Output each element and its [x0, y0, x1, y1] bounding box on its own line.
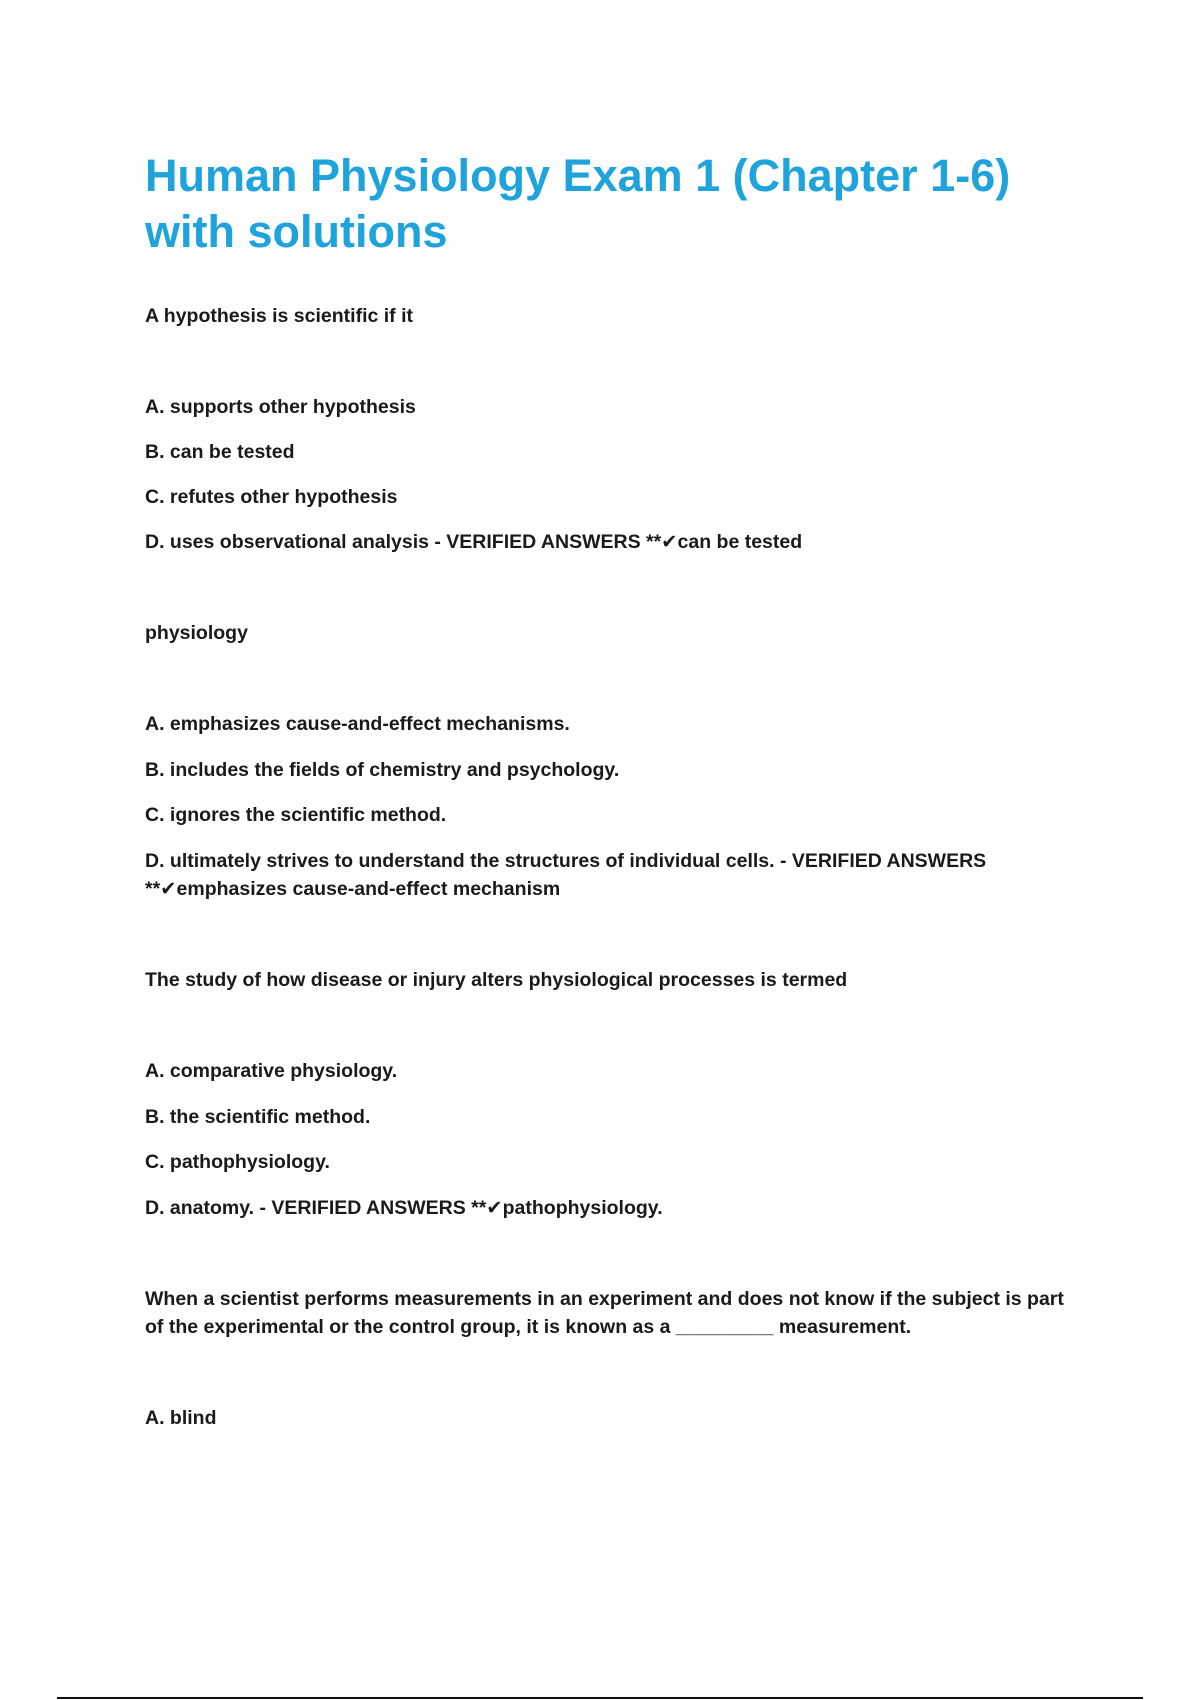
question-2-stem: physiology [145, 622, 248, 644]
question-1-option-d-answer: D. uses observational analysis - VERIFIED ANSWERS **✔can be tested [145, 531, 803, 553]
question-4-stem: When a scientist performs measurements in an experiment and does not know if the subject is part of the experimental or the control group, it is known as a _________ measurement. [145, 1288, 1064, 1338]
footer-rule [57, 1697, 1143, 1699]
question-1-option-c: C. refutes other hypothesis [145, 486, 398, 508]
question-1-option-b: B. can be tested [145, 441, 295, 463]
question-1-option-a: A. supports other hypothesis [145, 396, 416, 418]
question-3-option-a: A. comparative physiology. [145, 1060, 398, 1082]
question-2-option-c: C. ignores the scientific method. [145, 804, 447, 826]
question-3-stem: The study of how disease or injury alters physiological processes is termed [145, 969, 848, 991]
question-4-option-a: A. blind [145, 1407, 217, 1429]
question-2-option-d-answer: D. ultimately strives to understand the structures of individual cells. - VERIFIED ANSWERS **✔emphasizes cause-and-effect mechanism [145, 850, 987, 900]
question-3-option-d-answer: D. anatomy. - VERIFIED ANSWERS **✔pathophysiology. [145, 1197, 663, 1219]
question-3-option-c: C. pathophysiology. [145, 1151, 330, 1173]
document-title: Human Physiology Exam 1 (Chapter 1-6) with solutions [145, 150, 1011, 257]
question-2-option-b: B. includes the fields of chemistry and psychology. [145, 759, 620, 781]
question-3-option-b: B. the scientific method. [145, 1106, 371, 1128]
question-1-stem: A hypothesis is scientific if it [145, 305, 414, 327]
question-2-option-a: A. emphasizes cause-and-effect mechanisms. [145, 713, 570, 735]
